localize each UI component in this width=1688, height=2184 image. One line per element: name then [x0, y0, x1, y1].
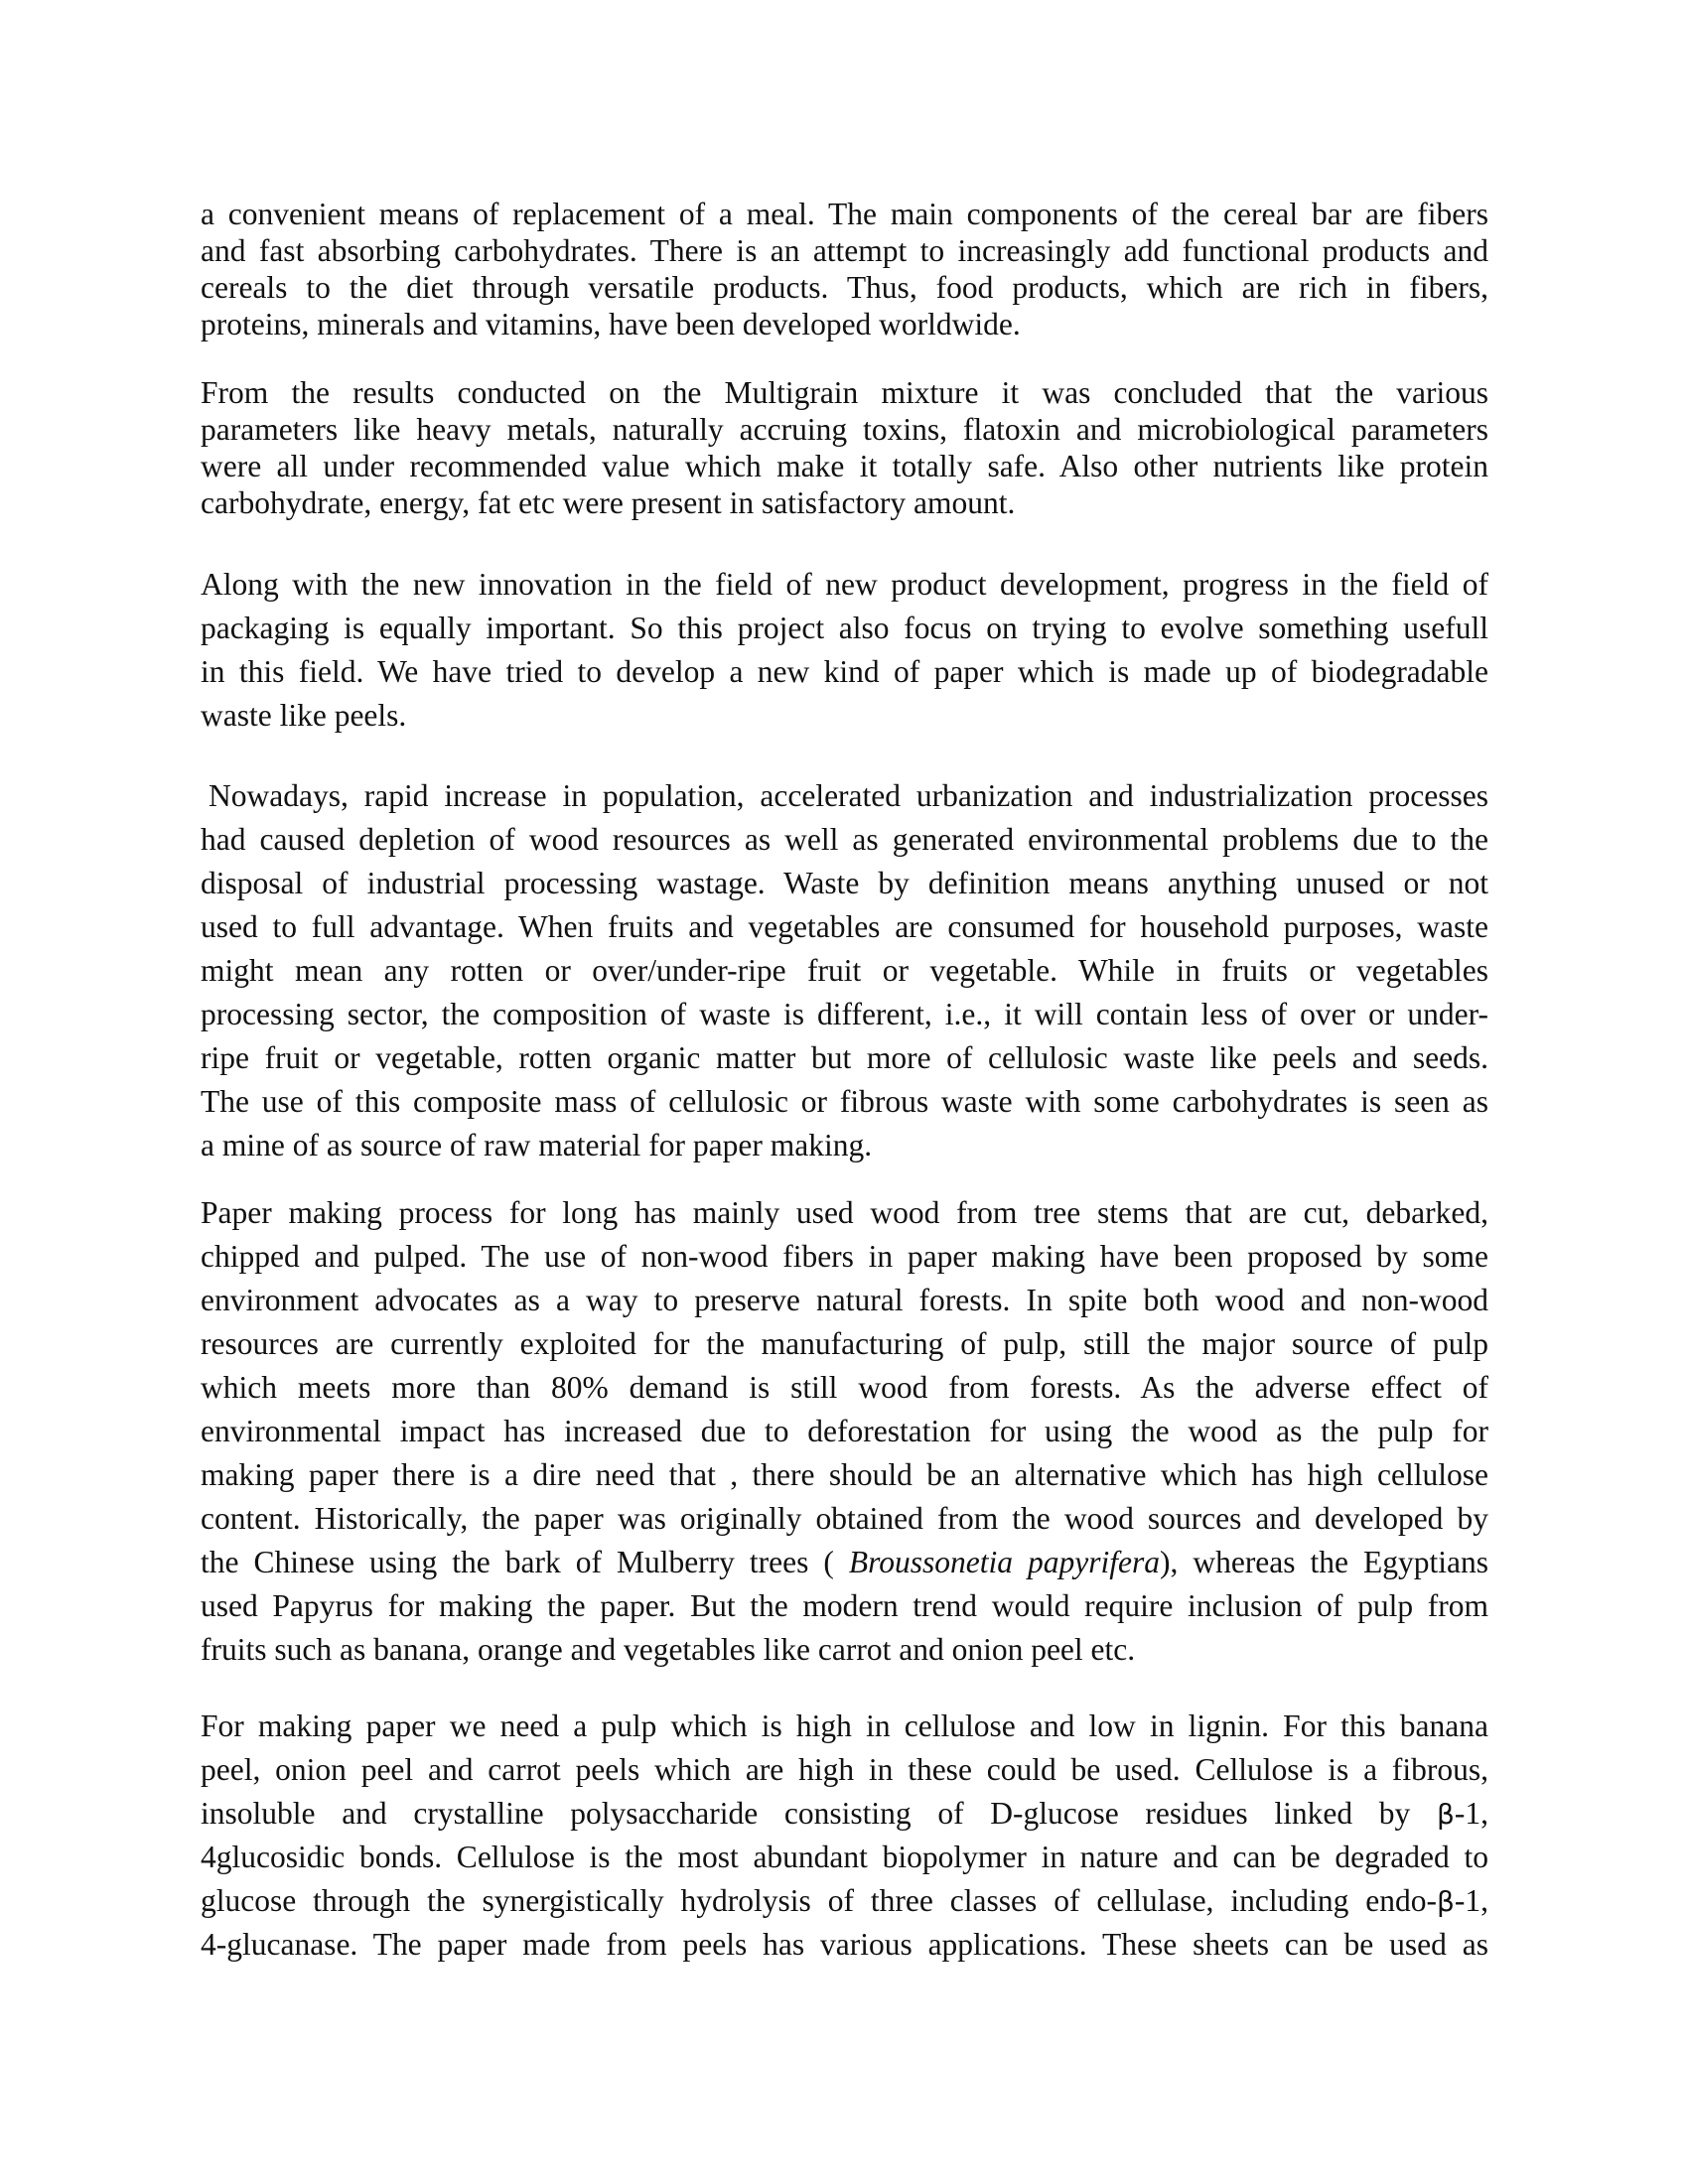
text-segment: -1, [1454, 1883, 1488, 1918]
text-line: carbohydrate, energy, fat etc were present in satisfactory amount. [201, 485, 1016, 520]
paragraph-packaging [201, 569, 1488, 744]
text-line: disposal of industrial processing wastage. Waste by definition means anything unused or not [201, 866, 1488, 900]
text-line: used to full advantage. When fruits and vegetables are consumed for household purposes, waste [201, 909, 1488, 944]
text-line-beta [201, 1885, 1488, 1917]
text-line: environment advocates as a way to preserve natural forests. In spite both wood and non-wood [201, 1283, 1488, 1317]
text-line: 4-glucanase. The paper made from peels has various applications. These sheets can be used as [201, 1927, 1488, 1962]
text-line-beta [201, 1798, 1488, 1830]
text-line: The use of this composite mass of cellulosic or fibrous waste with some carbohydrates is seen as [201, 1084, 1488, 1119]
text-line: and fast absorbing carbohydrates. There is an attempt to increasingly add functional products and [201, 233, 1488, 268]
text-line: ripe fruit or vegetable, rotten organic matter but more of cellulosic waste like peels and seeds. [201, 1040, 1488, 1075]
text-line: processing sector, the composition of waste is different, i.e., it will contain less of over or under- [201, 997, 1488, 1031]
text-line: fruits such as banana, orange and vegetables like carrot and onion peel etc. [201, 1632, 1136, 1667]
paragraph-multigrain-results [201, 377, 1488, 524]
text-segment: the Chinese using the bark of Mulberry trees ( [201, 1545, 849, 1579]
text-line: Paper making process for long has mainly used wood from tree stems that are cut, debarked, [201, 1195, 1488, 1230]
text-line: Nowadays, rapid increase in population, accelerated urbanization and industrialization processes [209, 778, 1488, 813]
text-line: From the results conducted on the Multigrain mixture it was concluded that the various [201, 375, 1488, 410]
beta-symbol: β [1437, 1798, 1455, 1831]
text-line-species [201, 1547, 1488, 1578]
text-line: cereals to the diet through versatile products. Thus, food products, which are rich in fibers, [201, 270, 1488, 305]
text-line: 4glucosidic bonds. Cellulose is the most abundant biopolymer in nature and can be degraded to [201, 1840, 1488, 1874]
paragraph-waste-definition [201, 780, 1488, 1173]
text-segment: -1, [1454, 1796, 1488, 1831]
text-line: making paper there is a dire need that , there should be an alternative which has high cellulose [201, 1457, 1488, 1492]
text-segment: insoluble and crystalline polysaccharide consisting of D-glucose residues linked by [201, 1796, 1437, 1831]
text-line: which meets more than 80% demand is still wood from forests. As the adverse effect of [201, 1370, 1488, 1405]
species-name: Broussonetia papyrifera [848, 1545, 1160, 1579]
text-line: a convenient means of replacement of a meal. The main components of the cereal bar are fibers [201, 197, 1488, 231]
text-line: packaging is equally important. So this project also focus on trying to evolve something usefull [201, 611, 1488, 645]
text-line: proteins, minerals and vitamins, have been developed worldwide. [201, 307, 1021, 341]
paragraph-paper-making-history [201, 1197, 1488, 1678]
text-line: might mean any rotten or over/under-ripe fruit or vegetable. While in fruits or vegetables [201, 953, 1488, 988]
text-line: Along with the new innovation in the field of new product development, progress in the field of [201, 567, 1488, 602]
text-segment: glucose through the synergistically hydrolysis of three classes of cellulase, including endo- [201, 1883, 1437, 1918]
text-line: peel, onion peel and carrot peels which are high in these could be used. Cellulose is a fibrous, [201, 1752, 1488, 1787]
text-line: parameters like heavy metals, naturally accruing toxins, flatoxin and microbiological parameters [201, 412, 1488, 447]
text-line: had caused depletion of wood resources as well as generated environmental problems due to the [201, 822, 1488, 857]
text-line: a mine of as source of raw material for paper making. [201, 1128, 873, 1162]
text-line: chipped and pulped. The use of non-wood fibers in paper making have been proposed by some [201, 1239, 1488, 1274]
beta-symbol: β [1437, 1885, 1455, 1918]
text-line: waste like peels. [201, 698, 407, 733]
paragraph-cellulose-pulp [201, 1710, 1488, 1973]
text-line: content. Historically, the paper was originally obtained from the wood sources and developed by [201, 1501, 1488, 1536]
paragraph-cereal-bar [201, 199, 1488, 345]
text-line: in this field. We have tried to develop a new kind of paper which is made up of biodegradable [201, 654, 1488, 689]
text-line: were all under recommended value which make it totally safe. Also other nutrients like protein [201, 449, 1488, 483]
text-line: used Papyrus for making the paper. But the modern trend would require inclusion of pulp from [201, 1588, 1488, 1623]
text-line: resources are currently exploited for the manufacturing of pulp, still the major source of pulp [201, 1326, 1488, 1361]
text-line: For making paper we need a pulp which is high in cellulose and low in lignin. For this banana [201, 1708, 1488, 1743]
text-line: environmental impact has increased due to deforestation for using the wood as the pulp for [201, 1414, 1488, 1448]
text-segment: ), whereas the Egyptians [1159, 1545, 1489, 1579]
